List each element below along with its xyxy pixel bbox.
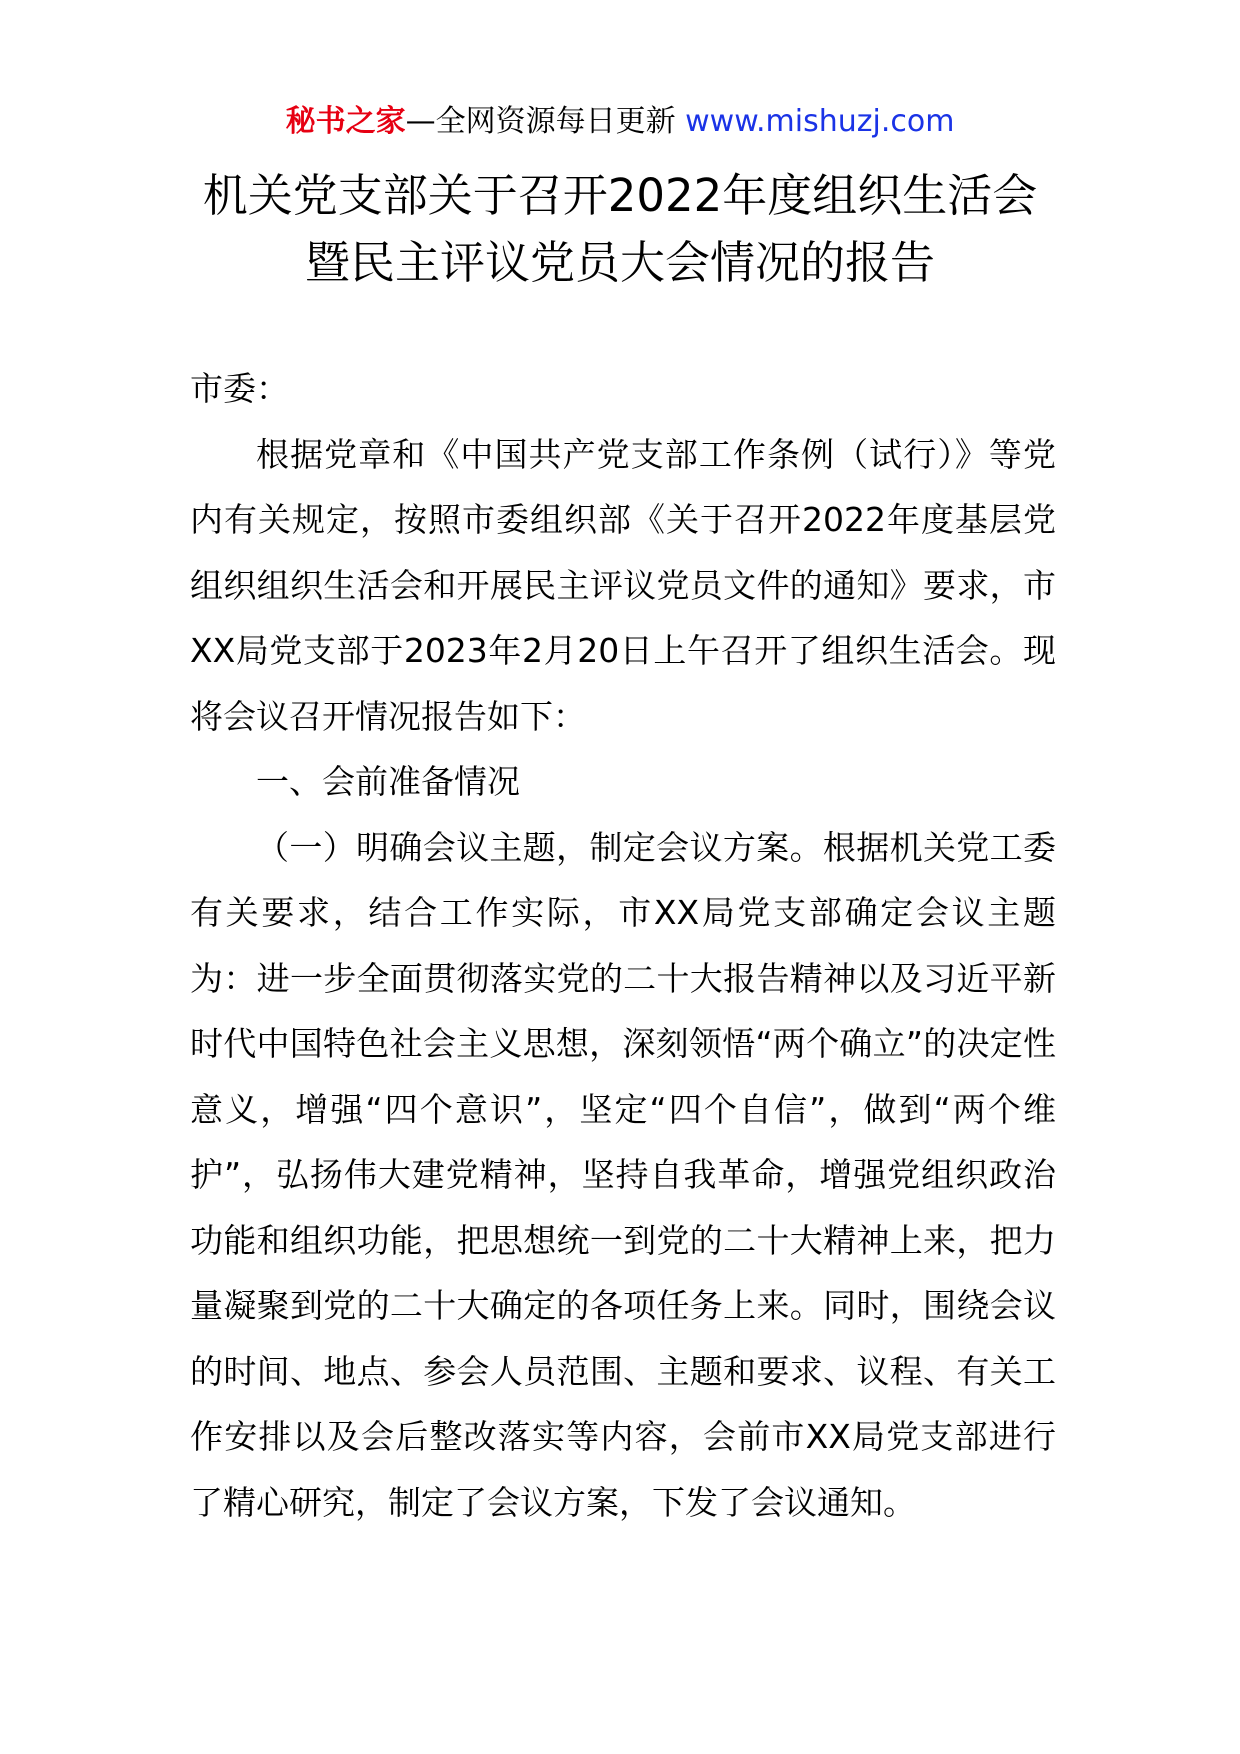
document-title [120,162,1120,296]
header-tagline: —全网资源每日更新 [405,104,676,139]
site-header [0,102,1240,142]
salutation: 市委： [190,369,289,408]
site-url: www.mishuzj.com [685,104,955,139]
section-heading: 一、会前准备情况 [256,762,520,801]
paragraph-intro: 根据党章和《中国共产党支部工作条例（试行）》等党内有关规定，按照市委组织部《关于召开2022年度基层党组织组织生活会和开展民主评议党员文件的通知》要求，市XX局党支部于2023年2月20日上午召开了组织生活会。现将会议召开情况报告如下： [190,434,1056,736]
title-line-1: 机关党支部关于召开2022年度组织生活会 [202,169,1038,222]
document-body [190,356,1056,1535]
paragraph-section-1: （一）明确会议主题，制定会议方案。根据机关党工委有关要求，结合工作实际，市XX局党支部确定会议主题为：进一步全面贯彻落实党的二十大报告精神以及习近平新时代中国特色社会主义思想，深刻领悟“两个确立”的决定性意义，增强“四个意识”，坚定“四个自信”，做到“两个维护”，弘扬伟大建党精神，坚持自我革命，增强党组织政治功能和组织功能，把思想统一到党的二十大精神上来，把力量凝聚到党的二十大确定的各项任务上来。同时，围绕会议的时间、地点、参会人员范围、主题和要求、议程、有关工作安排以及会后整改落实等内容，会前市XX局党支部进行了精心研究，制定了会议方案，下发了会议通知。 [190,827,1056,1522]
title-line-2: 暨民主评议党员大会情况的报告 [304,236,935,289]
brand-name: 秘书之家 [285,104,406,139]
